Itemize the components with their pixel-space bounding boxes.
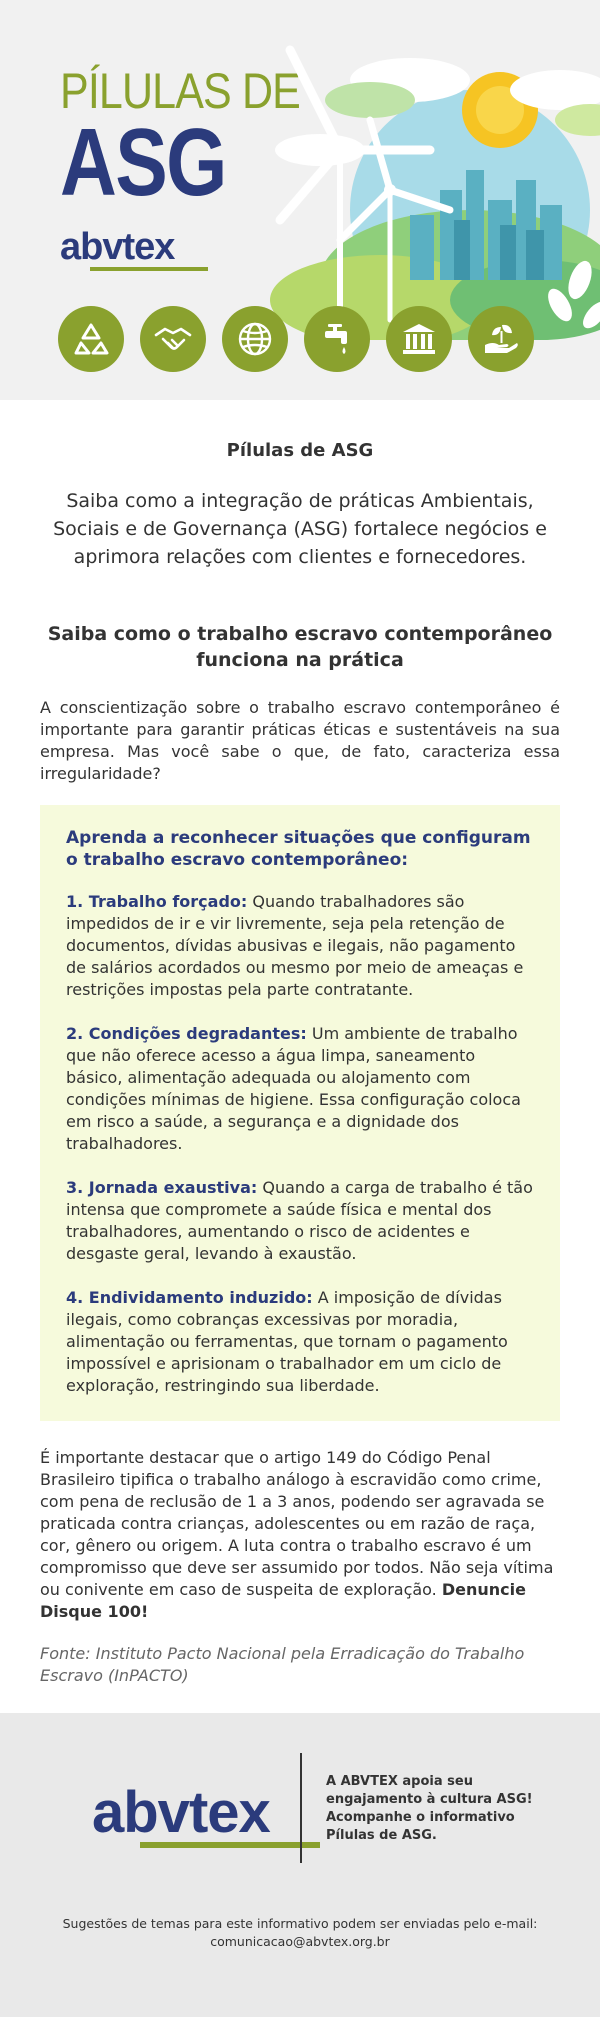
list-item-text: Quando trabalhadores são impedidos de ir e vir livremente, seja pela retenção de documentos, dívidas abusivas e ilegais, não pagamento de salários acordados ou mesmo por meio de ameaças e restrições impostas pela parte contratante.	[66, 892, 524, 999]
footer-logo	[92, 1779, 320, 1848]
banner-title-line2: ASG	[60, 109, 226, 216]
recycle-icon	[58, 306, 124, 372]
highlight-box-heading: Aprenda a reconhecer situações que configuram o trabalho escravo contemporâneo:	[66, 828, 531, 870]
body-paragraph	[40, 1447, 560, 1623]
list-item-text: Um ambiente de trabalho que não oferece acesso a água limpa, saneamento básico, alimentação adequada ou alojamento com condições mínimas de higiene. Essa configuração coloca em risco a saúde, a segurança e a dignidade dos trabalhadores.	[66, 1024, 521, 1153]
institution-icon	[386, 306, 452, 372]
highlight-box	[40, 805, 560, 1421]
footer-logo-text: abvtex	[92, 1780, 270, 1845]
intro-paragraph: Saiba como a integração de práticas Ambientais, Sociais e de Governança (ASG) fortalece negócios e aprimora relações com clientes e fornecedores.	[53, 490, 547, 568]
footer	[0, 1713, 600, 2017]
list-item-text: A imposição de dívidas ilegais, como cobranças excessivas por moradia, alimentação ou ferramentas, que tornam o pagamento impossível e aprisionam o trabalhador em um ciclo de exploração, restringindo sua liberdade.	[66, 1288, 508, 1395]
article-subtitle: Saiba como o trabalho escravo contemporâneo funciona na prática	[47, 623, 553, 671]
main-content	[0, 400, 600, 1687]
handshake-icon	[140, 306, 206, 372]
water-tap-icon	[304, 306, 370, 372]
list-item	[66, 891, 534, 1001]
list-item-title: 2. Condições degradantes:	[66, 1024, 307, 1043]
banner-title-line1: PÍLULAS DE	[60, 63, 300, 119]
body-text: É importante destacar que o artigo 149 do Código Penal Brasileiro tipifica o trabalho análogo à escravidão como crime, com pena de reclusão de 1 a 3 anos, podendo ser agravada se praticada contra crianças, adolescentes ou em razão de raça, cor, gênero ou origem. A luta contra o trabalho escravo é um compromisso que deve ser assumido por todos. Não seja vítima ou conivente em caso de suspeita de exploração.	[40, 1448, 554, 1599]
footer-message: A ABVTEX apoia seu engajamento à cultura ASG! Acompanhe o informativo Pílulas de ASG.	[326, 1774, 533, 1843]
hotline-cta: Denuncie Disque 100!	[40, 1580, 526, 1621]
header-banner	[0, 0, 600, 400]
list-item	[66, 1177, 534, 1265]
header-logo	[60, 226, 208, 271]
lead-paragraph: A conscientização sobre o trabalho escravo contemporâneo é importante para garantir práticas éticas e sustentáveis na sua empresa. Mas você sabe o que, de fato, caracteriza essa irregularidade?	[40, 698, 560, 783]
list-item-title: 1. Trabalho forçado:	[66, 892, 248, 911]
sustainability-illustration	[260, 30, 600, 340]
plant-hand-icon	[468, 306, 534, 372]
list-item	[66, 1287, 534, 1397]
globe-icon	[222, 306, 288, 372]
list-item	[66, 1023, 534, 1155]
list-item-title: 3. Jornada exaustiva:	[66, 1178, 258, 1197]
source-citation: Fonte: Instituto Pacto Nacional pela Erradicação do Trabalho Escravo (InPACTO)	[40, 1644, 525, 1685]
asg-icon-row	[58, 306, 534, 372]
list-item-title: 4. Endividamento induzido:	[66, 1288, 313, 1307]
header-logo-text: abvtex	[60, 226, 175, 268]
footer-suggestion: Sugestões de temas para este informativo podem ser enviadas pelo e-mail: comunicacao@abvtex.org.br	[62, 1916, 538, 1949]
footer-divider	[300, 1753, 302, 1863]
section-title: Pílulas de ASG	[226, 440, 374, 461]
list-item-text: Quando a carga de trabalho é tão intensa que compromete a saúde física e mental dos trabalhadores, aumentando o risco de acidentes e desgaste geral, levando à exaustão.	[66, 1178, 533, 1263]
